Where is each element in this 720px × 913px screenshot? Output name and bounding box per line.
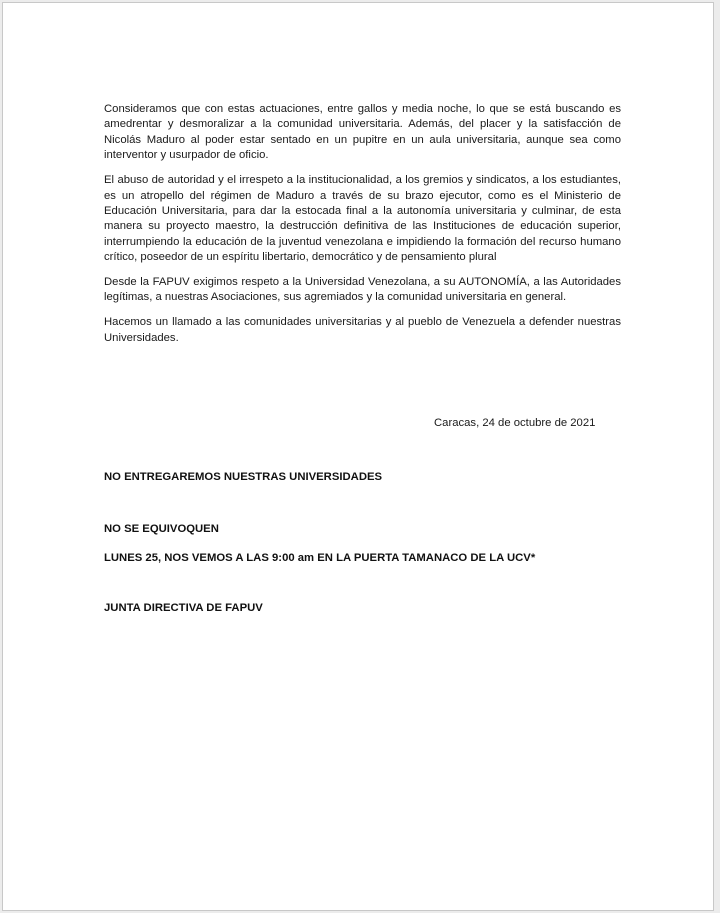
paragraph-2: El abuso de autoridad y el irrespeto a la institucionalidad, a los gremios y sindicatos, a los estudiantes, es un atropello del régimen de Maduro a través de su brazo ejecutor, como es el Ministerio de Educación Universitaria, para dar la estocada final a la autonomía universitaria y culminar, de esta manera su proyecto maestro, la destrucción definitiva de las Instituciones de educación superior, interrumpiendo la educación de la juventud venezolana e impidiendo la formación del recurso humano crítico, poseedor de un espíritu libertario, democrático y de pensamiento plural [104,174,621,264]
signature: JUNTA DIRECTIVA DE FAPUV [104,602,263,614]
date-line: Caracas, 24 de octubre de 2021 [434,417,596,429]
slogan-heading: NO ENTREGAREMOS NUESTRAS UNIVERSIDADES [104,471,383,483]
paragraph-1: Consideramos que con estas actuaciones, entre gallos y media noche, lo que se está buscando es amedrentar y desmoralizar a la comunidad universitaria. Además, del placer y la satisfacción de Nicolás Maduro al poder estar sentado en un pupitre en un aula universitaria, aunque sea como interventor y usurpador de oficio. [104,103,621,162]
paragraph-4: Hacemos un llamado a las comunidades universitarias y al pueblo de Venezuela a defender nuestras Universidades. [104,316,621,344]
warning-heading: NO SE EQUIVOQUEN [104,523,219,535]
document-page [2,2,714,911]
meeting-announcement: LUNES 25, NOS VEMOS A LAS 9:00 am EN LA PUERTA TAMANACO DE LA UCV* [104,552,536,564]
paragraph-3: Desde la FAPUV exigimos respeto a la Universidad Venezolana, a su AUTONOMÍA, a las Autoridades legítimas, a nuestras Asociaciones, sus agremiados y la comunidad universitaria en general. [104,276,621,304]
letter-body [104,102,621,356]
